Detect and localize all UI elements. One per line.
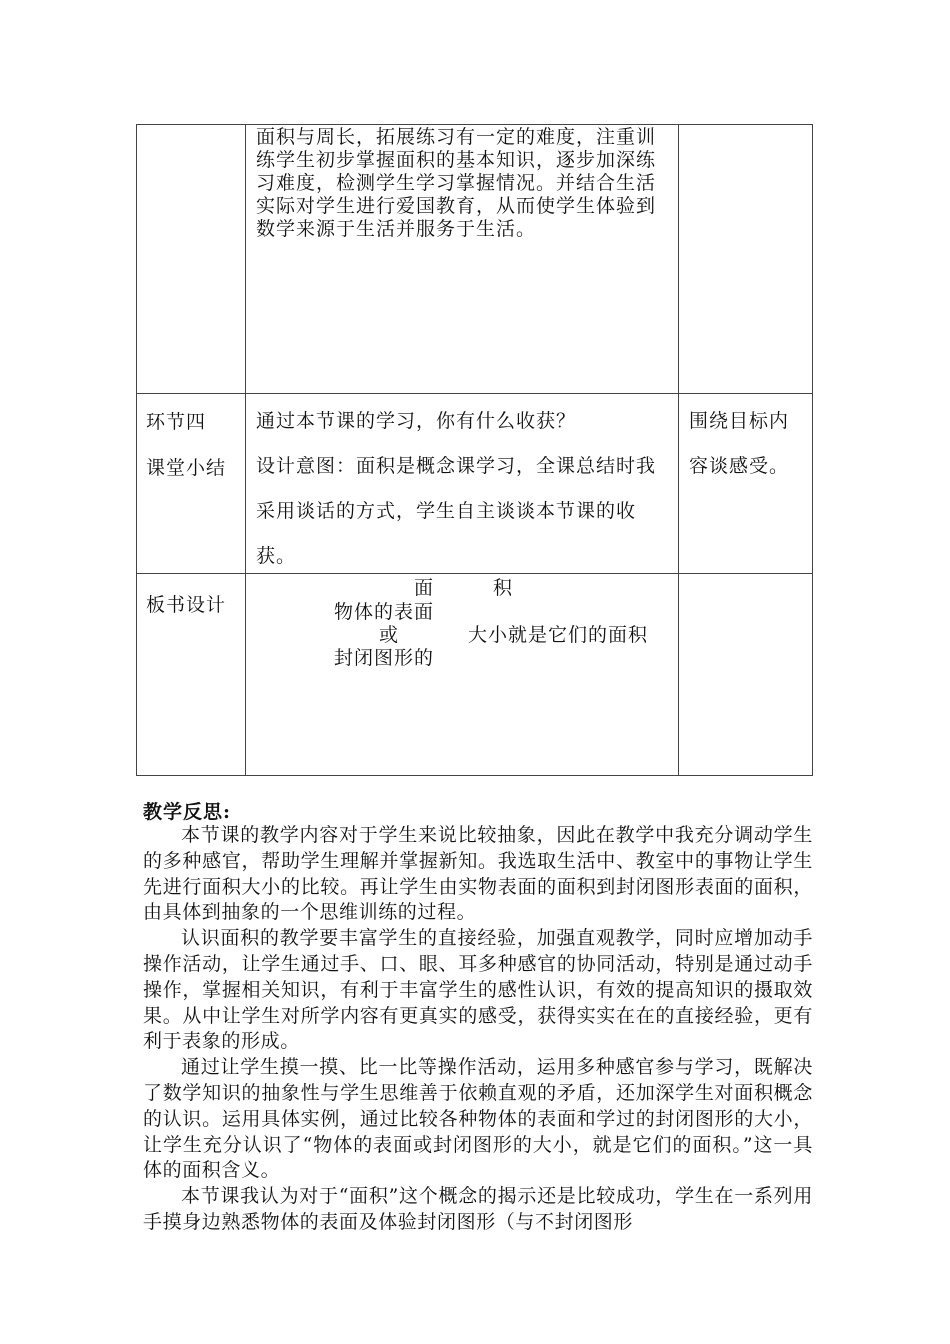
table-border-bottom [136,775,813,776]
board-left-line-3: 封闭图形的 [334,647,435,669]
reflection-title: 教学反思: [143,801,232,823]
board-left-line-1: 物体的表面 [334,601,435,623]
board-title-char-1: 面 [414,577,435,599]
reflection-paragraph: 本节课我认为对于“面积”这个概念的揭示还是比较成功，学生在一系列用手摸身边熟悉物体的表面及体验封闭图形（与不封闭图形 [143,1185,813,1233]
stage-number: 环节四 [146,411,207,433]
column-divider-2 [678,124,679,776]
table-border-left [136,124,137,776]
board-left-line-2: 或 [379,624,400,646]
board-design-label: 板书设计 [146,594,227,616]
reflection-paragraph: 通过让学生摸一摸、比一比等操作活动，运用多种感官参与学习，既解决了数学知识的抽象性与学生思维善于依赖直观的矛盾，还加深学生对面积概念的认识。运用具体实例，通过比较各种物体的表面和学过的封闭图形的大小，让学生充分认识了“物体的表面或封闭图形的大小，就是它们的面积。”这一具体的面积含义。 [143,1056,813,1182]
stage-title: 课堂小结 [146,457,227,479]
row2-stage [146,399,242,491]
row-divider-1 [136,393,813,394]
reflection-paragraph: 认识面积的教学要丰富学生的直接经验，加强直观教学，同时应增加动手操作活动，让学生通过手、口、眼、耳多种感官的协同活动，特别是通过动手操作，掌握相关知识，有利于丰富学生的感性认识，有效的提高知识的摄取效果。从中让学生对所学内容有更真实的感受，获得实实在在的直接经验，更有利于表象的形成。 [143,927,813,1053]
table-border-top [136,124,813,125]
table-border-right [812,124,813,776]
column-divider-1 [245,124,246,776]
row2-activity: 围绕目标内容谈感受。 [689,410,790,477]
board-title-char-2: 积 [493,577,514,599]
row1-content: 面积与周长，拓展练习有一定的难度，注重训练学生初步掌握面积的基本知识，逐步加深练习难度，检测学生学习掌握情况。并结合生活实际对学生进行爱国教育，从而使学生体验到数学来源于生活并服务于生活。 [256,126,657,240]
reflection-body [143,823,813,1236]
design-intent: 设计意图：面积是概念课学习，全课总结时我采用谈话的方式，学生自主谈谈本节课的收获。 [256,455,657,567]
board-right-text: 大小就是它们的面积 [468,624,649,646]
summary-question: 通过本节课的学习，你有什么收获？ [256,410,577,432]
reflection-paragraph: 本节课的教学内容对于学生来说比较抽象，因此在教学中我充分调动学生的多种感官，帮助学生理解并掌握新知。我选取生活中、教室中的事物让学生先进行面积大小的比较。再让学生由实物表面的面积到封闭图形表面的面积，由具体到抽象的一个思维训练的过程。 [143,824,813,924]
row2-content [256,399,672,579]
